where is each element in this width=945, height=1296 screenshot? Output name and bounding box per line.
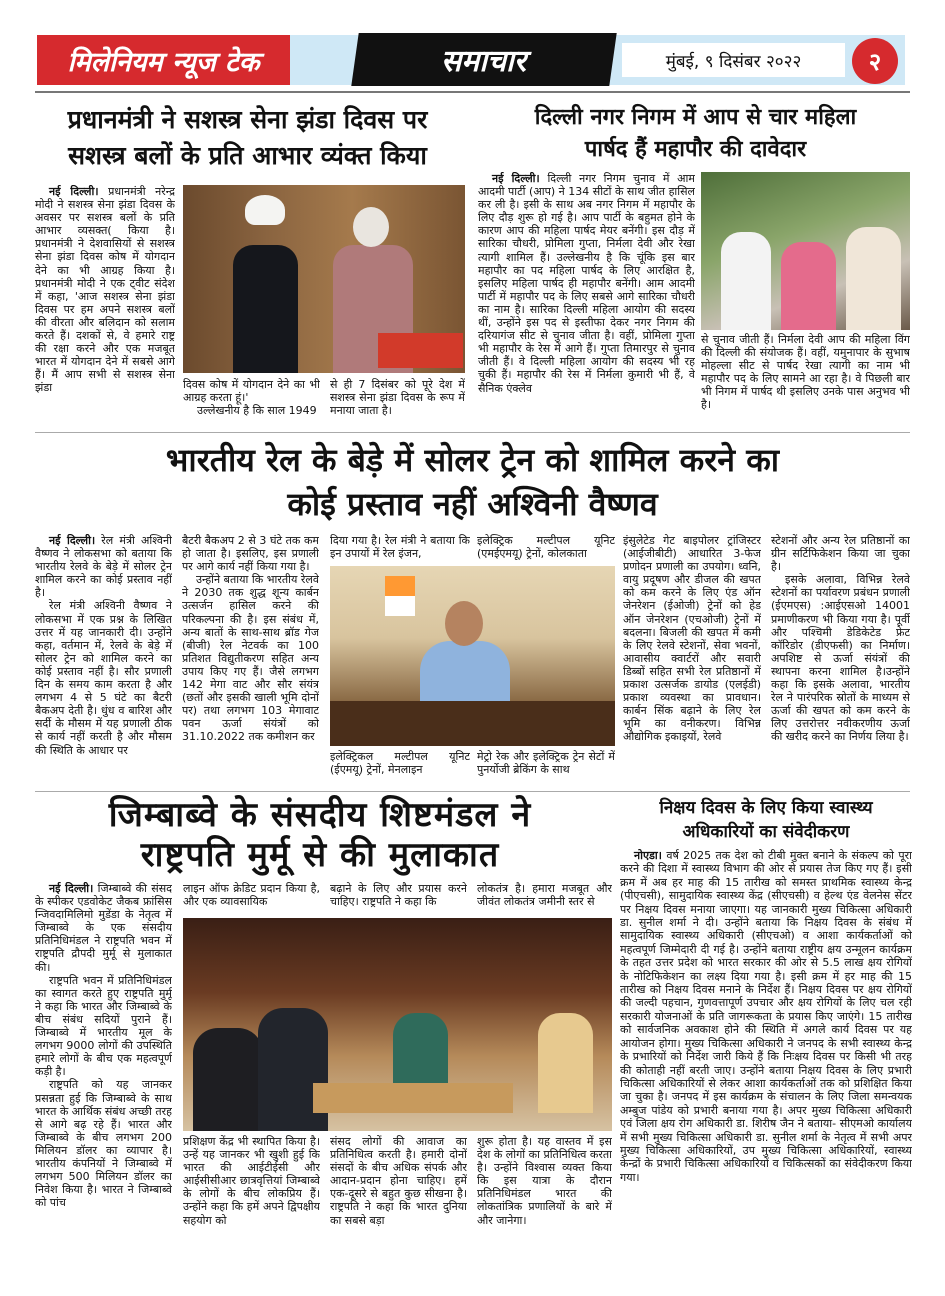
headline-line: कोई प्रस्ताव नहीं अश्विनी वैष्णव: [287, 485, 658, 523]
paragraph-text: रेल मंत्री अश्विनी वैष्णव ने लोकसभा में एक प्रश्न के लिखित उत्तर में यह जानकारी दी। उन्होंने कहा, वर्तमान में, रेलवे के बेड़े में सोलर ट्रेन को शामिल करने का कोई प्रस्ताव नहीं है। सौर प्रणाली दिन के समय काम करता है और लगभग 4 से 5 घंटे का बैटरी बैकअप देती है। धुंध व बारिश और सर्दी के मौसम में यह प्रणाली ठीक से कार्य नहीं करती है और मौसम की स्थिति के आधार पर: [35, 599, 172, 757]
dateline: नई दिल्ली।: [49, 882, 94, 895]
paragraph-text: स्टेशनों और अन्य रेल प्रतिष्ठानों का ग्रीन सर्टिफिकेशन किया जा चुका है।: [771, 534, 910, 574]
paragraph-text: रेल मंत्री अश्विनी वैष्णव ने लोकसभा को बताया कि भारतीय रेलवे के बेड़े में सोलर ट्रेन शामिल करने का कोई प्रस्ताव नहीं है।: [35, 534, 172, 600]
paragraph-text: बढ़ाने के लिए और प्रयास करने चाहिए। राष्ट्रपति ने कहा कि: [330, 882, 467, 909]
article-paragraph: [35, 185, 175, 395]
newspaper-brand: मिलेनियम न्यूज टेक: [37, 35, 290, 85]
edition-date: मुंबई, ९ दिसंबर २०२२: [622, 43, 845, 77]
paragraph-text: राष्ट्रपति भवन में प्रतिनिधिमंडल का स्वागत करते हुए राष्ट्रपति मुर्मू ने कहा कि भारत और जिम्बाब्वे के बीच संबंध सदियों पुराने हैं। जिम्बाब्वे में भारतीय मूल के लगभग 9000 लोगों की उपस्थिति हमारे लोगों के बीच एक महत्वपूर्ण कड़ी है।: [35, 973, 172, 1079]
article-paragraph: [771, 534, 910, 573]
article-paragraph: [477, 882, 612, 908]
section-divider: [35, 432, 910, 433]
article-column: [183, 1135, 320, 1255]
dateline: नई दिल्ली।: [492, 172, 540, 185]
article-column: [330, 750, 470, 786]
headline-line: सशस्त्र बलों के प्रति आभार व्यंक्त किया: [68, 141, 427, 170]
railway-minister-photo: [330, 566, 615, 746]
article-paragraph: [477, 534, 615, 560]
article-paragraph: [623, 534, 761, 744]
article-column: [330, 1135, 467, 1255]
paragraph-text: उन्होंने बताया कि भारतीय रेलवे ने 2030 तक शुद्ध शून्य कार्बन उत्सर्जन हासिल करने की परिकल्पना की है। इस संबंध में, अन्य बातों के साथ-साथ ब्रॉड गेज (बीजी) रेल नेटवर्क का 100 प्रतिशत विद्युतीकरण सहित अन्य उपाय किए गए हैं। जैसे लगभग 142 मेगा वाट और सौर संयंत्र (छतों और इसकी खाली भूमि दोनों पर) तथा लगभग 103 मेगावाट पवन ऊर्जा संयंत्रों को 31.10.2022 तक कमीशन कर: [182, 573, 319, 744]
paragraph-text: राष्ट्रपति को यह जानकर प्रसन्नता हुई कि जिम्बाब्वे के साथ भारत के आर्थिक संबंध अच्छी तरह से आगे बढ़ रहे हैं। भारत और जिम्बाब्वे के बीच लगभग 200 मिलियन डॉलर का व्यापार है। भारतीय कंपनियों ने जिम्बाब्वे में लगभग 500 मिलियन डॉलर का निवेश किया है। भारत ने जिम्बाब्वे को पांच: [35, 1078, 172, 1210]
article-column: [477, 534, 615, 562]
article-paragraph: [330, 750, 470, 776]
article-paragraph: [35, 534, 172, 599]
article-column: [701, 333, 910, 425]
article-paragraph: [477, 750, 615, 776]
paragraph-text: जिम्बाब्वे की संसद के स्पीकर एडवोकेट जैकब फ्रांसिस न्जिवदामिलिमो मुडेंडा के नेतृत्व में जिम्बाब्वे के एक संसदीय प्रतिनिधिमंडल ने राष्ट्रपति भवन में राष्ट्रपति द्रौपदी मुर्मू से मुलाकात की।: [35, 882, 172, 974]
section-label: [351, 33, 616, 86]
article-paragraph: [478, 172, 695, 395]
paragraph-text: प्रशिक्षण केंद्र भी स्थापित किया है। उन्हें यह जानकर भी खुशी हुई कि भारत की आईटीईसी और आईसीसीआर छात्रवृत्तियां जिम्बाब्वे के लोगों के बीच लोकप्रिय हैं। उन्होंने कहा कि हमें अपने द्विपक्षीय सहयोग को: [183, 1135, 320, 1227]
article-paragraph: [477, 1135, 612, 1227]
dateline: नई दिल्ली।: [49, 185, 99, 198]
article-column: [477, 1135, 612, 1255]
article-paragraph: [35, 599, 172, 756]
article-column: [330, 534, 470, 562]
article-column: [330, 378, 465, 423]
article-paragraph: [620, 849, 912, 1184]
section-divider: [35, 791, 910, 792]
article-paragraph: [183, 882, 320, 908]
article-column: [623, 534, 761, 786]
paragraph-text: उल्लेखनीय है कि साल 1949: [197, 404, 317, 418]
paragraph-text: लाइन ऑफ क्रेडिट प्रदान किया है, और एक व्यावसायिक: [183, 882, 320, 909]
article-paragraph: [183, 378, 320, 404]
paragraph-text: इसके अलावा, विभिन्न रेलवे स्टेशनों का पर्यावरण प्रबंधन प्रणाली (ईएमएस) :आईएसओ 14001 प्रमाणीकरण भी किया गया है। पूर्वी और पश्चिमी डेडिकेटेड फ्रेट कॉरिडोर (डीएफसी) का निर्माण। अपशिष्ट से ऊर्जा संयंत्रों की स्थापना करना शामिल है।उन्होंने कहा कि इसके अलावा, भारतीय रेल ने पारंपरिक स्रोतों के माध्यम से ऊर्जा की खपत को कम करने के लिए उत्तरोत्तर नवीकरणीय ऊर्जा की खरीद करने का निर्णय लिया है।: [771, 573, 910, 744]
paragraph-text: मेट्रो रेक और इलेक्ट्रिक ट्रेन सेटों में पुनर्योजी ब्रेकिंग के साथ: [477, 750, 615, 777]
zimbabwe-headline: [30, 795, 610, 875]
article-column: [183, 378, 320, 423]
article-paragraph: [183, 404, 320, 417]
paragraph-text: इलेक्ट्रिक मल्टीपल यूनिट (एमईएमयू) ट्रेनों, कोलकाता: [477, 534, 615, 561]
nikshay-headline: [620, 796, 912, 844]
headline-line: भारतीय रेल के बेड़े में सोलर ट्रेन को शामिल करने का: [165, 441, 780, 479]
article-paragraph: [701, 333, 910, 412]
paragraph-text: बैटरी बैकअप 2 से 3 घंटे तक कम हो जाता है। इसलिए, इस प्रणाली पर आगे कार्य नहीं किया गया है।: [182, 534, 319, 574]
article-paragraph: [182, 573, 319, 743]
paragraph-text: वर्ष 2025 तक देश को टीबी मुक्त बनाने के संकल्प को पूरा करने की दिशा में स्वास्थ्य विभाग की ओर से प्रयास तेज किए गए हैं। इसी क्रम में अब हर माह की 15 तारीख को समस्त प्राथमिक स्वास्थ्य केन्द्र (पीएचसी), सामुदायिक स्वास्थ्य केंद्र (सीएचसी) व हेल्थ एंड वेलनेस सेंटर पर निक्षय दिवस मनाया जाएगा। यह जानकारी मुख्य चिकित्सा अधिकारी डा. सुनील शर्मा ने दी। उन्होंने बताया कि निक्षय दिवस के संबंध में सामुदायिक स्वास्थ्य अधिकारी (सीएचओ) व आशा कार्यकर्ताओं को महत्वपूर्ण जिम्मेदारी दी गई है। उन्होंने बताया राष्ट्रीय क्षय उन्मूलन कार्यक्रम के तहत उत्तर प्रदेश को भारत सरकार की ओर से 5.5 लाख क्षय रोगियों के नोटिफिकेशन का लक्ष्य दिया गया है। इसी क्रम में हर माह की 15 तारीख को निक्षय दिवस मनाने के निर्देश हैं। निक्षय दिवस पर क्षय रोगियों की जल्दी पहचान, गुणवत्तापूर्ण उपचार और क्षय रोगियों के लिए चल रही सरकारी योजनाओं के प्रति जागरूकता के प्रयास किए जाएंगे। 15 तारीख को सार्वजनिक अवकाश होने की स्थिति में अगले कार्य दिवस पर यह आयोजन होगा। मुख्य चिकित्सा अधिकारी ने जनपद के सभी स्वास्थ्य केन्द्र के प्रभारियों को निर्देश जारी किये हैं कि निःक्षय दिवस पर किसी भी तरह की कोताही नहीं बरती जाए। उन्होंने बताया निक्षय दिवस के लिए प्रभारी चिकित्सा अधिकारियों से लेकर आशा कार्यकर्ताओं तक को प्रशिक्षित किया जा चुका है। जनपद में इस कार्यक्रम के संचालन के लिए जिला समन्वयक अम्बुज पांडेय को प्रभारी बनाया गया है। अपर मुख्य चिकित्सा अधिकारी एवं जिला क्षय रोग अधिकारी डा. शिरीष जैन ने बताया- सीएमओ कार्यालय में सभी मुख्य चिकित्सा अधिकारी डा. सुनील शर्मा के नेतृत्व में सभी अपर मुख्य चिकित्सा अधिकारियों, उप मुख्य चिकित्सा अधिकारियों, स्वास्थ्य केन्द्रों के प्रभारी चिकित्सा अधिकारियों व चिकित्सकों का संवेदीकरण किया गया।: [620, 849, 912, 1184]
article-paragraph: [35, 974, 172, 1079]
article-paragraph: [35, 882, 172, 974]
paragraph-text: दिया गया है। रेल मंत्री ने बताया कि इन उपायों में रेल इंजन,: [330, 534, 470, 561]
article-paragraph: [182, 534, 319, 573]
headline-line: पार्षद हैं महापौर की दावेदार: [584, 137, 807, 162]
paragraph-text: इलेक्ट्रिकल मल्टीपल यूनिट (ईएमयू) ट्रेनों, मेनलाइन: [330, 750, 470, 777]
headline-line: दिल्ली नगर निगम में आप से चार महिला: [534, 105, 857, 130]
delhi-mayor-headline: [478, 102, 913, 166]
article-paragraph: [183, 1135, 320, 1227]
paragraph-text: संसद लोगों की आवाज का प्रतिनिधित्व करती है। हमारी दोनों संसदों के बीच अधिक संपर्क और आदान-प्रदान होना चाहिए। हमें एक-दूसरे से बहुत कुछ सीखना है। राष्ट्रपति ने कहा कि भारत दुनिया का सबसे बड़ा: [330, 1135, 467, 1227]
paragraph-text: से ही 7 दिसंबर को पूरे देश में सशस्त्र सेना झंडा दिवस के रूप में मनाया जाता है।: [330, 378, 465, 418]
article-column: [620, 849, 912, 1255]
article-column: [182, 534, 319, 786]
aap-celebration-photo: [701, 172, 910, 330]
paragraph-text: दिल्ली नगर निगम चुनाव में आम आदमी पार्टी (आप) ने 134 सीटों के साथ जीत हासिल कर ली है। इसी के साथ अब नगर निगम में महापौर के लिए दौड़ शुरू हो गई है। आप पार्टी के बहुमत होने के कारण आप की महिला पार्षद मेयर बनेंगी। इस दौड़ में सारिका चौधरी, प्रोमिला गुप्ता, निर्मला देवी और रेखा त्यागी शामिल हैं। उल्लेखनीय है कि चूंकि इस बार महापौर का पद महिला पार्षद के लिए आरक्षित है, इसलिए महिला पार्षद ही महापौर बनेंगी। आम आदमी पार्टी में महापौर पद के लिए सबसे आगे सारिका चौधरी का नाम है। सारिका दिल्ली महिला आयोग की सदस्य थीं, उन्होंने इस पद से इस्तीफा देकर नगर निगम की दरियागंज सीट से चुनाव जीता है। वहीं, प्रोमिला गुप्ता भी महापौर के रेस में आगे हैं। गुप्ता तिमारपुर से चुनाव जीती हैं। वे दिल्ली महिला आयोग की सदस्य भी रह चुकी हैं। महापौर की रेस में निर्मला कुमारी भी हैं, वे सैनिक एंक्लेव: [478, 172, 695, 395]
pm-flag-day-photo: [183, 185, 465, 373]
paragraph-text: लोकतंत्र है। हमारा मजबूत और जीवंत लोकतंत्र जमीनी स्तर से: [477, 882, 612, 909]
dateline: नई दिल्ली।: [49, 534, 96, 547]
article-paragraph: [35, 1078, 172, 1209]
article-paragraph: [330, 378, 465, 417]
paragraph-text: दिवस कोष में योगदान देने का भी आग्रह करता हूं।': [183, 378, 320, 405]
article-column: [477, 882, 612, 912]
article-column: [771, 534, 910, 786]
article-paragraph: [330, 1135, 467, 1227]
headline-line: निक्षय दिवस के लिए किया स्वास्थ्य: [659, 798, 873, 818]
article-column: [183, 882, 320, 912]
solar-train-headline: [35, 438, 910, 526]
article-column: [35, 534, 172, 786]
article-paragraph: [771, 573, 910, 743]
zimbabwe-delegation-photo: [183, 918, 612, 1131]
armed-forces-headline: [30, 102, 465, 174]
article-column: [35, 882, 172, 1254]
article-column: [478, 172, 695, 425]
article-column: [35, 185, 175, 423]
section-label-text: समाचार: [441, 44, 527, 79]
article-column: [330, 882, 467, 912]
paragraph-text: प्रधानमंत्री नरेन्द्र मोदी ने सशस्त्र सेना झंडा दिवस के अवसर पर सशस्त्र बलों के प्रति आभार व्यसक्त( किया है। प्रधानमंत्री ने देशवासियों से सशस्त्र सेना झंडा दिवस कोष में योगदान देने का भी आग्रह किया है। प्रधानमंत्री मोदी ने एक ट्वीट संदेश में कहा, 'आज सशस्त्र सेना झंडा दिवस पर हम अपने सशस्त्र बलों की वीरता और बलिदान को सलाम करते हैं। दशकों से, वे हमारे राष्ट्र की रक्षा करने और एक मजबूत भारत में योगदान देने में सबसे आगे हैं। मैं आप सभी से सशस्त्र सेना झंडा: [35, 185, 175, 395]
headline-line: प्रधानमंत्री ने सशस्त्र सेना झंडा दिवस पर: [67, 105, 428, 134]
paragraph-text: इंसुलेटेड गेट बाइपोलर ट्रांजिस्टर (आईजीबीटी) आधारित 3-फेज प्रणोदन प्रणाली का उपयोग। ध्वनि, वायु प्रदूषण और डीजल की खपत को कम करने के लिए एंड ऑन जेनरेशन (ईओजी) ट्रेनों को हेड ऑन जेनरेशन (एचओजी) ट्रेनों में बदलना। बिजली की खपत में कमी के लिए रेलवे स्टेशनों, सेवा भवनों, आवासीय क्वार्टरों और सवारी डिब्बों सहित सभी रेल प्रतिष्ठानों में प्रकाश उत्सर्जक डायोड (एलईडी) प्रकाश व्यवस्था का प्रावधान। कार्बन सिंक बढ़ाने के लिए रेल भूमि का वनीकरण। विभिन्न औद्योगिक इकाइयों, रेलवे: [623, 534, 761, 744]
article-paragraph: [330, 882, 467, 908]
page-number-badge: २: [852, 38, 898, 84]
headline-line: राष्ट्रपति मुर्मू से की मुलाकात: [140, 835, 500, 875]
dateline: नोएडा।: [634, 849, 662, 862]
article-column: [477, 750, 615, 786]
headline-line: जिम्बाब्वे के संसदीय शिष्टमंडल ने: [108, 795, 532, 835]
paragraph-text: शुरू होता है। यह वास्तव में इस देश के लोगों का प्रतिनिधित्व करता है। उन्होंने विश्वास व्यक्त किया कि इस यात्रा के दौरान प्रतिनिधिमंडल भारत की लोकतांत्रिक प्रणालियों के बारे में और जानेगा।: [477, 1135, 612, 1227]
headline-line: अधिकारियों का संवेदीकरण: [682, 822, 850, 842]
article-paragraph: [330, 534, 470, 560]
header-divider: [35, 91, 910, 93]
paragraph-text: से चुनाव जीती हैं। निर्मला देवी आप की महिला विंग की दिल्ली की संयोजक हैं। वहीं, यमुनापार के सुभाष मोहल्ला सीट से पार्षद रेखा त्यागी का नाम भी महापौर पद के लिए सामने आ रहा है। वे पिछली बार भी निगम में पार्षद थी इसलिए उनके पास अनुभव भी है।: [701, 333, 910, 412]
